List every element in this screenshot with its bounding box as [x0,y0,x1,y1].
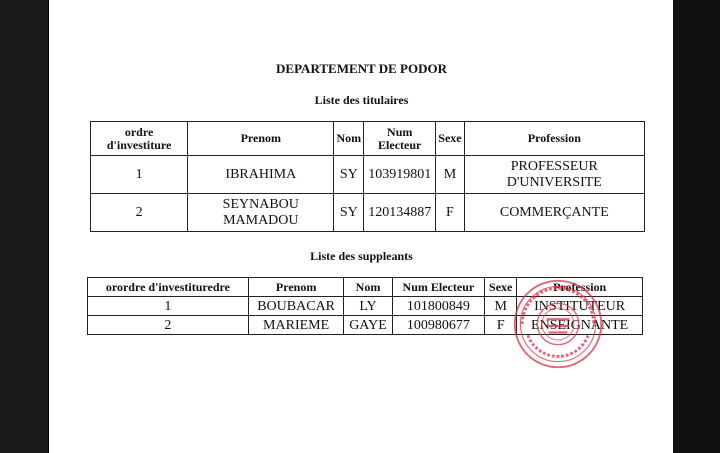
col-profession: Profession [464,122,644,156]
cell-sexe: M [485,297,517,316]
cell-prenom: BOUBACAR [248,297,344,316]
cell-nom: SY [334,156,364,194]
col-profession: Profession [517,278,643,297]
table-header-row [91,122,645,156]
col-num-electeur: Num Electeur [364,122,436,156]
table-row [88,297,643,316]
table-row [91,194,645,232]
cell-ordre: 1 [91,156,188,194]
cell-profession: ENSEIGNANTE [517,316,643,335]
cell-prenom: MARIEME [248,316,344,335]
col-sexe: Sexe [436,122,464,156]
cell-prenom: IBRAHIMA [188,156,334,194]
cell-ordre: 2 [88,316,249,335]
department-title: DEPARTEMENT DE PODOR [276,61,447,76]
col-sexe: Sexe [485,278,517,297]
col-num-electeur: Num Electeur [392,278,485,297]
suppleants-table [87,277,643,335]
suppleants-heading: Liste des suppleants [310,249,413,263]
col-nom: Nom [344,278,392,297]
cell-nom: GAYE [344,316,392,335]
dark-frame [673,0,720,453]
cell-nom: LY [344,297,392,316]
cell-ordre: 2 [91,194,188,232]
col-ordre: ordre d'investiture [91,122,188,156]
cell-sexe: F [436,194,464,232]
cell-num-electeur: 100980677 [392,316,485,335]
table-header-row [88,278,643,297]
col-ordre: orordre d'investituredre [88,278,249,297]
cell-profession: PROFESSEUR D'UNIVERSITE [464,156,644,194]
document-page [48,0,674,453]
cell-profession: COMMERÇANTE [464,194,644,232]
cell-sexe: M [436,156,464,194]
cell-ordre: 1 [88,297,249,316]
cell-nom: SY [334,194,364,232]
table-row [91,156,645,194]
cell-num-electeur: 103919801 [364,156,436,194]
cell-sexe: F [485,316,517,335]
titulaires-table [90,121,645,232]
cell-num-electeur: 101800849 [392,297,485,316]
table-row [88,316,643,335]
cell-profession: INSTITUTEUR [517,297,643,316]
cell-num-electeur: 120134887 [364,194,436,232]
col-nom: Nom [334,122,364,156]
cell-prenom: SEYNABOU MAMADOU [188,194,334,232]
col-prenom: Prenom [188,122,334,156]
col-prenom: Prenom [248,278,344,297]
titulaires-heading: Liste des titulaires [314,93,409,107]
